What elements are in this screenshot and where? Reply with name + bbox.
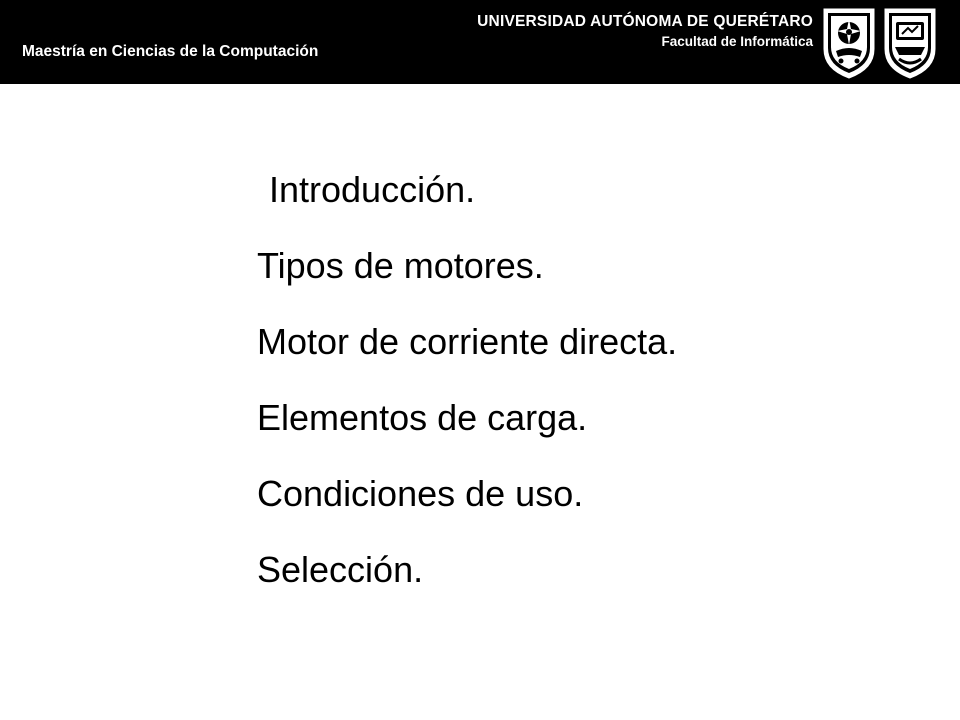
agenda-item: Tipos de motores. <box>257 245 544 286</box>
university-name: UNIVERSIDAD AUTÓNOMA DE QUERÉTARO <box>477 13 813 30</box>
header-bar <box>0 0 960 84</box>
program-title: Maestría en Ciencias de la Computación <box>22 43 319 60</box>
agenda-item: Selección. <box>257 549 424 590</box>
university-seal-icon <box>820 5 878 81</box>
agenda-item: Elementos de carga. <box>257 397 588 438</box>
agenda-item: Motor de corriente directa. <box>257 321 678 362</box>
agenda-item: Introducción. <box>269 169 476 210</box>
agenda-list <box>257 170 677 626</box>
agenda-item: Condiciones de uso. <box>257 473 584 514</box>
faculty-seal-icon <box>881 5 939 81</box>
faculty-name: Facultad de Informática <box>661 34 813 49</box>
